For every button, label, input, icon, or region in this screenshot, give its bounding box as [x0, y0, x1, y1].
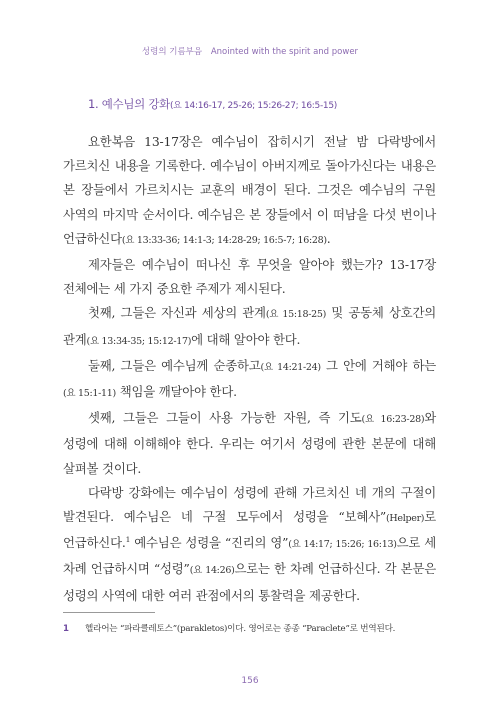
section-title-text: 1. 예수님의 강화: [88, 97, 170, 111]
paragraph-text: 셋째, 그들은 그들이 사용 가능한 자원, 즉 기도: [88, 410, 362, 426]
scripture-ref: (요 14:21-24): [260, 361, 321, 373]
footnote-text: 헬라어는 “파라클레토스”(parakletos)이다. 영어로는 종종 “Paraclete”로 번역된다.: [85, 624, 396, 634]
paragraph-text: .: [326, 230, 331, 246]
running-head: [0, 45, 500, 57]
paragraph-text: 예수님은 성령을 “진리의 영”: [130, 535, 289, 551]
paragraph-text: 및 공동체 상호간의 관계: [63, 305, 436, 347]
footnote: [63, 622, 443, 634]
paragraph-text: 에 대해 알아야 한다.: [191, 331, 301, 347]
scripture-ref: (요 15:18-25): [265, 309, 327, 321]
paragraph-text: 그 안에 거해야 하는: [320, 357, 436, 373]
paragraph-text: 로 언급하신다.: [63, 509, 436, 551]
section-title-refs: (요 14:16-17, 25-26; 15:26-27; 16:5-15): [169, 101, 337, 111]
paragraph-1: [63, 130, 436, 253]
scripture-ref: (요 14:26): [189, 565, 235, 577]
paragraph-text: 책임을 깨달아야 한다.: [115, 384, 237, 400]
scripture-ref: (요 13:34-35; 15:12-17): [86, 335, 192, 347]
paragraph-text: 으로는 한 차례 언급하신다. 각 본문은 성령의 사역에 대한 여러 관점에서의 통찰력을 제공한다.: [63, 561, 436, 603]
paragraph-text: 와 성령에 대해 이해해야 한다. 우리는 여기서 성령에 관한 본문에 대해 살펴볼 것이다.: [63, 410, 437, 476]
footnote-number: 1: [63, 624, 69, 634]
scripture-ref: (요 14:17; 15:26; 16:13): [288, 539, 397, 551]
footnote-divider: [63, 612, 155, 613]
paragraph-2: [63, 253, 436, 301]
section-title: [88, 96, 337, 112]
body-text: [63, 130, 436, 608]
paragraph-text: 둘째, 그들은 예수님께 순종하고: [88, 357, 261, 373]
footnote-marker[interactable]: 1: [125, 535, 131, 545]
paragraph-4: [63, 354, 436, 406]
running-head-korean: 성령의 기름부음: [141, 47, 203, 57]
page-number: 156: [241, 676, 259, 686]
scripture-ref: (요 13:33-36; 14:1-3; 14:28-29; 16:5-7; 16:28): [121, 234, 327, 246]
paragraph-3: [63, 301, 436, 353]
scripture-ref: (요 15:1-11): [63, 388, 116, 400]
paragraph-text: 첫째, 그들은 자신과 세상의 관계: [88, 305, 266, 321]
scripture-ref: (요 16:23-28): [361, 414, 425, 426]
helper-gloss: (Helper): [386, 513, 425, 525]
paragraph-text: 제자들은 예수님이 떠나신 후 무엇을 알아야 했는가? 13-17장 전체에는 세 가지 중요한 주제가 제시된다.: [63, 257, 436, 297]
paragraph-6: [63, 481, 436, 608]
paragraph-text: 다락방 강화에는 예수님이 성령에 관해 가르치신 네 개의 구절이 발견된다. 예수님은 네 구절 모두에서 성령을 “보혜사”: [63, 484, 436, 525]
running-head-english: Anointed with the spirit and power: [210, 47, 359, 57]
paragraph-5: [63, 406, 436, 481]
paragraph-text: 으로 세 차례 언급하시며 “성령”: [63, 535, 437, 577]
paragraph-text: 요한복음 13-17장은 예수님이 잡히시기 전날 밤 다락방에서 가르치신 내용을 기록한다. 예수님이 아버지께로 돌아가신다는 내용은 본 장들에서 가르치시는 교훈의 배경이 된다. 그것은 예수님의 구원 사역의 마지막 순서이다. 예수님은 본 장들에서 이 떠남을 다섯 번이나 언급하신다: [63, 134, 436, 246]
